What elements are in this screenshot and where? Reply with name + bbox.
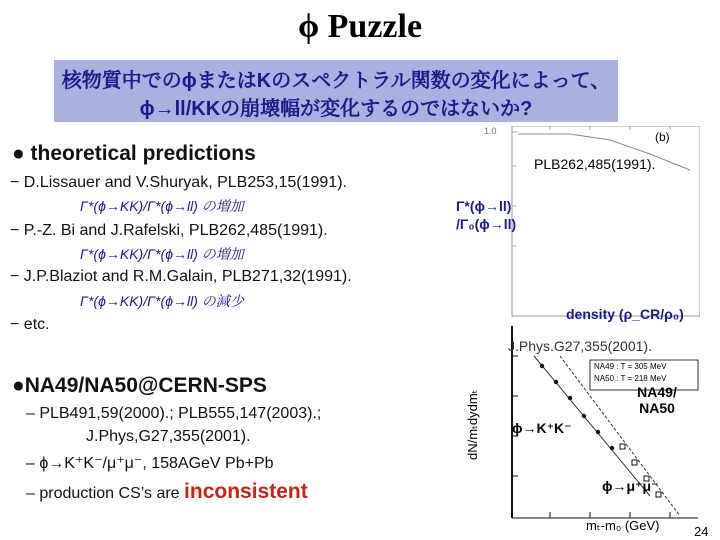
bullet-experiment: ●NA49/NA50@CERN-SPS	[12, 374, 267, 397]
ref-etc: − etc.	[10, 316, 50, 333]
page-number: 24	[694, 524, 709, 539]
label-na49-na50: NA49/ NA50	[637, 384, 677, 416]
lower-plot-reference: J.Phys.G27,355(2001).	[508, 338, 652, 354]
upper-plot-frame	[512, 126, 700, 316]
exp-cs-line	[26, 480, 308, 504]
label-phi-kk: ϕ→K⁺K⁻	[512, 420, 572, 436]
ref-bi-rafelski-note: Γ*(ϕ→KK)/Γ*(ϕ→ll) の増加	[80, 246, 244, 262]
upper-plot-xlabel: density (ρ_CR/ρ₀)	[566, 306, 684, 322]
upper-plot-panel-label: (b)	[655, 130, 670, 144]
slide-title: ϕ Puzzle	[297, 8, 423, 45]
upper-plot-reference: PLB262,485(1991).	[534, 156, 656, 172]
ref-lissauer: − D.Lissauer and V.Shuryak, PLB253,15(1991).	[10, 174, 347, 191]
legend-na49: NA49 : T = 305 MeV	[594, 362, 667, 371]
section-experiment: NA49/NA50@CERN-SPS	[24, 374, 267, 397]
ref-blaziot-note: Γ*(ϕ→KK)/Γ*(ϕ→ll) の減少	[80, 293, 244, 309]
exp-cs-text: – production CS’s are	[26, 485, 180, 502]
subtitle-line-1: 核物質中でのϕまたはKのスペクトラル関数の変化によって、	[61, 70, 611, 92]
legend-na50: NA50 : T = 218 MeV	[594, 374, 667, 383]
ref-blaziot: − J.P.Blaziot and R.M.Galain, PLB271,32(1991).	[10, 268, 352, 285]
subtitle-line-2: ϕ→ll/KKの崩壊幅が変化するのではないか?	[139, 98, 533, 120]
figure-graphs	[460, 126, 700, 530]
ref-lissauer-note: Γ*(ϕ→KK)/Γ*(ϕ→ll) の増加	[80, 198, 244, 214]
exp-cs-highlight: inconsistent	[184, 480, 308, 503]
exp-refs: – PLB491,59(2000).; PLB555,147(2003).;	[26, 405, 322, 422]
lower-plot-xlabel: mₜ-m₀ (GeV)	[586, 518, 660, 533]
upper-plot-ylabel-1: Γ*(ϕ→ll)	[456, 198, 512, 214]
lower-plot-ylabel: dN/mₜdydmₜ	[465, 389, 480, 460]
section-theory: theoretical predictions	[30, 142, 256, 165]
upper-plot-ylabel-2: /Γ₀(ϕ→ll)	[456, 216, 517, 232]
exp-decay: – ϕ→K⁺K⁻/μ⁺μ⁻, 158AGeV Pb+Pb	[26, 455, 274, 472]
upper-plot-ticks	[512, 126, 670, 246]
bullet-theory: ● theoretical predictions	[12, 142, 256, 165]
ref-bi-rafelski: − P.-Z. Bi and J.Rafelski, PLB262,485(1991).	[10, 222, 328, 239]
exp-refs-jphys: J.Phys,G27,355(2001).	[86, 428, 251, 445]
label-phi-mumu: ϕ→μ⁺μ⁻	[602, 478, 659, 494]
upper-plot-ytick: 1.0	[484, 126, 497, 136]
